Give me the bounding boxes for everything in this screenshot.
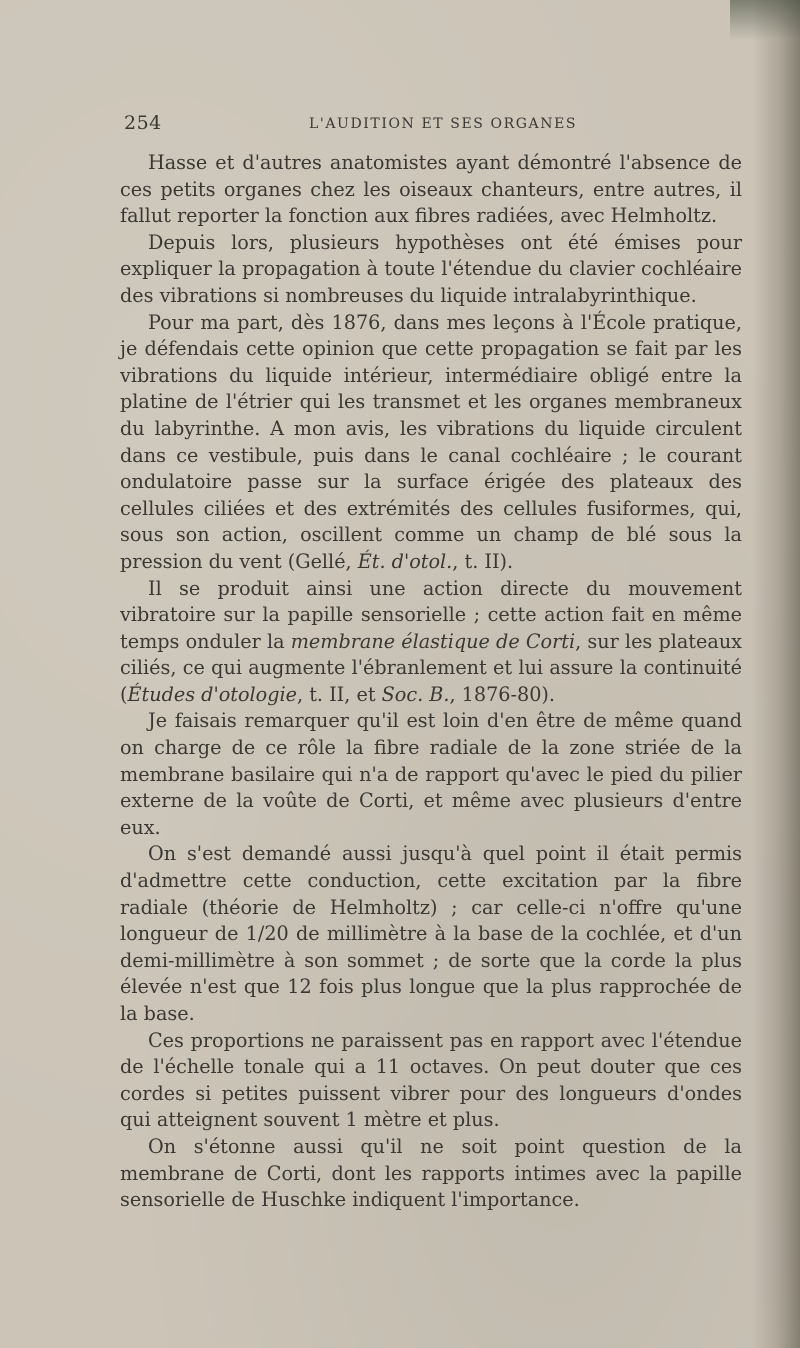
- paragraph-text: Ces proportions ne paraissent pas en rapport avec l'étendue de l'échelle tonale qui a 11 octaves. On peut douter que ces cordes si petites puissent vibrer pour des longueurs d'ondes qui atteignent souvent 1 mètre et plus.: [120, 1028, 742, 1132]
- paragraph-text: , t. II, et: [297, 682, 382, 706]
- paragraph-text: Hasse et d'autres anatomistes ayant démontré l'absence de ces petits organes chez les oiseaux chanteurs, entre autres, il fallut reporter la fonction aux fibres radiées, avec Helmholtz.: [120, 151, 742, 228]
- paragraph-text: On s'est demandé aussi jusqu'à quel point il était permis d'admettre cette conduction, cette excitation par la fibre radiale (théorie de Helmholtz) ; car celle-ci n'offre qu'une longueur de 1/20 de millimètre à la base de la cochlée, et d'un demi-millimètre à son sommet ; de sorte que la corde la plus élevée n'est que 12 fois plus longue que la plus rapprochée de la base.: [120, 842, 742, 1025]
- paragraph-text: Depuis lors, plusieurs hypothèses ont été émises pour expliquer la propagation à toute l'étendue du clavier cochléaire des vibrations si nombreuses du liquide intralabyrinthique.: [120, 230, 742, 307]
- paragraph-text: Je faisais remarquer qu'il est loin d'en être de même quand on charge de ce rôle la fibre radiale de la zone striée de la membrane basilaire qui n'a de rapport qu'avec le pied du pilier externe de la voûte de Corti, et même avec plusieurs d'entre eux.: [120, 709, 742, 839]
- running-title: L'AUDITION ET SES ORGANES: [309, 116, 578, 132]
- paragraph: [120, 576, 742, 709]
- running-head: [124, 112, 744, 140]
- paragraph: [120, 310, 742, 576]
- page-edge-shadow: [752, 0, 800, 1348]
- italic-text: Ét. d'otol.: [357, 549, 453, 573]
- paragraph: [120, 1028, 742, 1134]
- paragraph-text: , t. II).: [452, 549, 514, 573]
- paragraph-text: , 1876-80).: [449, 682, 555, 706]
- paragraph: [120, 1134, 742, 1214]
- page-corner-stain: [730, 0, 800, 40]
- paragraph: [120, 150, 742, 230]
- page-number: 254: [124, 112, 162, 134]
- body-text: [120, 150, 742, 1214]
- paragraph-text: , sur les plateaux ciliés, ce qui augmente l'ébranlement et lui assure la continuité (: [120, 629, 742, 706]
- italic-text: Soc. B.: [381, 682, 450, 706]
- italic-text: membrane élastique de Corti: [290, 629, 576, 653]
- paragraph-text: Pour ma part, dès 1876, dans mes leçons à l'École pratique, je défendais cette opinion que cette propagation se fait par les vibrations du liquide intérieur, intermédiaire obligé entre la platine de l'étrier qui les transmet et les organes membraneux du labyrinthe. A mon avis, les vibrations du liquide circulent dans ce vestibule, puis dans le canal cochléaire ; le courant ondulatoire passe sur la surface érigée des plateaux des cellules ciliées et des extrémités des cellules fusiformes, qui, sous son action, oscillent comme un champ de blé sous la pression du vent (Gellé,: [120, 310, 742, 573]
- paragraph: [120, 708, 742, 841]
- italic-text: Études d'otologie: [127, 682, 297, 706]
- paragraph: [120, 841, 742, 1027]
- paragraph: [120, 230, 742, 310]
- paragraph-text: Il se produit ainsi une action directe du mouvement vibratoire sur la papille sensorielle ; cette action fait en même temps onduler la: [120, 576, 742, 653]
- paragraph-text: On s'étonne aussi qu'il ne soit point question de la membrane de Corti, dont les rapports intimes avec la papille sensorielle de Huschke indiquent l'importance.: [120, 1134, 742, 1212]
